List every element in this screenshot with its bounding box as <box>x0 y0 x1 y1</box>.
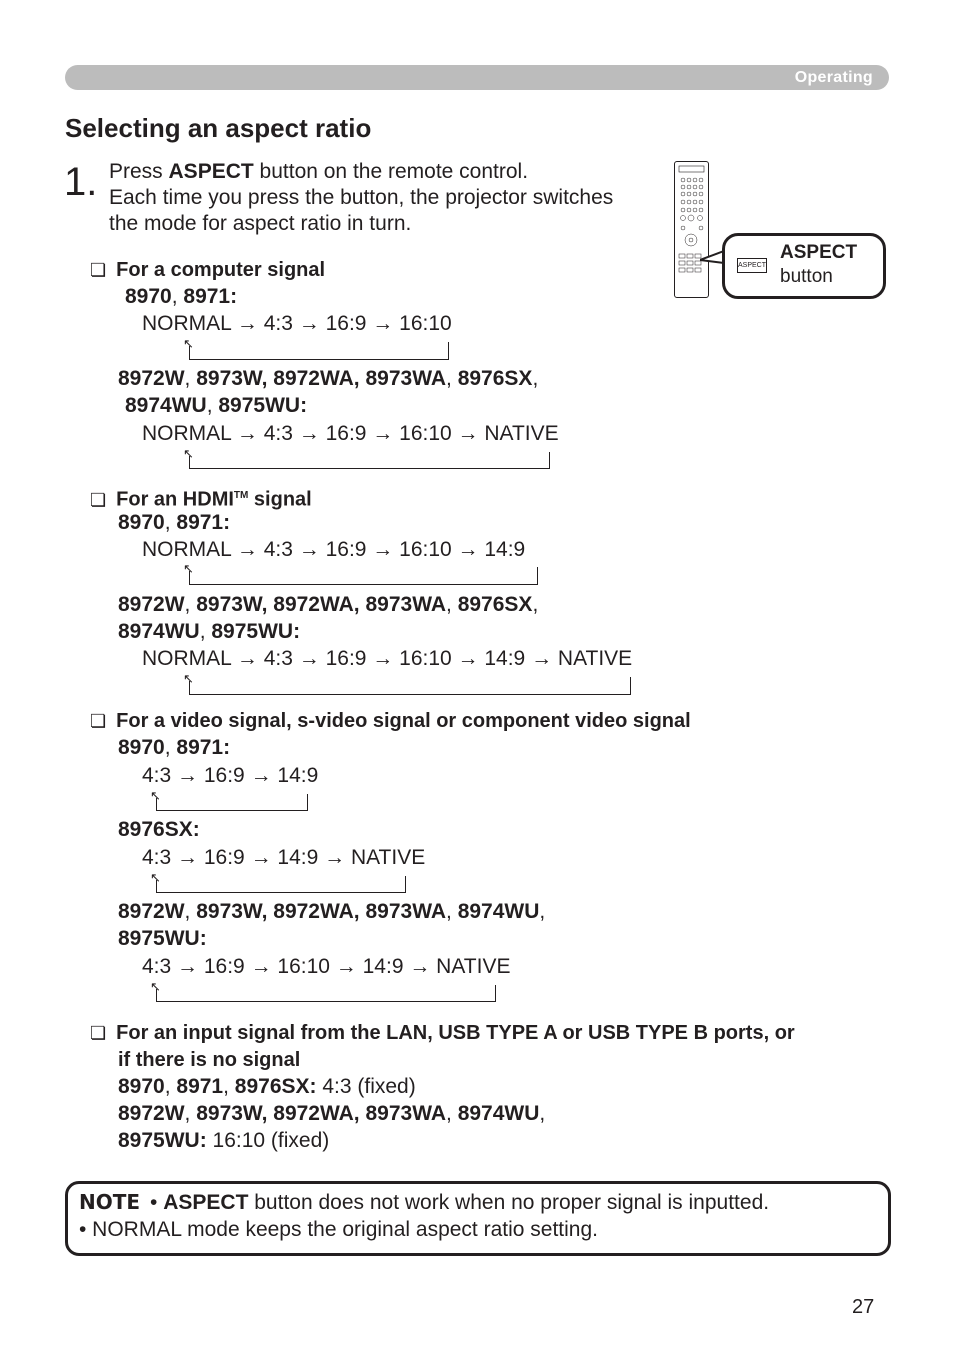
remote-buttons-icon <box>675 162 708 297</box>
lan-signal-heading-2: if there is no signal <box>118 1049 301 1071</box>
video-models-4: 8975WU: <box>118 927 207 950</box>
video-sequence-2: 4:3 → 16:9 → 14:9 → NATIVE <box>142 846 426 869</box>
cycle-arrow-icon: ↖ <box>156 794 308 811</box>
cycle-arrow-icon: ↖ <box>189 567 538 585</box>
cycle-arrow-icon: ↖ <box>156 985 496 1002</box>
aspect-button-callout <box>722 233 886 299</box>
step-line-3: the mode for aspect ratio in turn. <box>109 212 412 235</box>
video-models-2: 8976SX: <box>118 818 200 841</box>
bullet-ring-icon: ❏ <box>90 1023 107 1043</box>
page-title: Selecting an aspect ratio <box>65 113 372 143</box>
hdmi-sequence-2: NORMAL → 4:3 → 16:9 → 16:10 → 14:9 → NATIVE <box>142 647 633 670</box>
callout-label-bold: ASPECT <box>780 242 858 263</box>
bullet-ring-icon: ❏ <box>90 489 107 510</box>
computer-models-2: 8972W, 8973W, 8972WA, 8973WA, 8976SX, <box>118 367 539 390</box>
video-models-1: 8970, 8971: <box>118 736 231 759</box>
header-bar <box>65 65 889 90</box>
hdmi-models-1: 8970, 8971: <box>118 511 231 534</box>
cycle-arrow-icon: ↖ <box>156 876 406 893</box>
step-line-2: Each time you press the button, the projector switches <box>109 186 614 209</box>
note-line-2: • NORMAL mode keeps the original aspect ratio setting. <box>79 1218 598 1241</box>
lan-line-3: 8975WU: 16:10 (fixed) <box>118 1129 330 1152</box>
bullet-ring-icon: ❏ <box>90 711 107 731</box>
page-number: 27 <box>852 1296 875 1318</box>
hdmi-models-3: 8974WU, 8975WU: <box>118 620 301 643</box>
remote-control-illustration <box>674 161 709 298</box>
video-signal-heading: ❏ For a video signal, s-video signal or component video signal <box>90 710 691 732</box>
video-sequence-1: 4:3 → 16:9 → 14:9 <box>142 764 319 787</box>
computer-sequence-1: NORMAL → 4:3 → 16:9 → 16:10 <box>142 312 452 335</box>
computer-signal-heading: ❏ For a computer signal <box>90 259 326 281</box>
bullet-ring-icon: ❏ <box>90 260 107 280</box>
computer-sequence-2: NORMAL → 4:3 → 16:9 → 16:10 → NATIVE <box>142 422 559 445</box>
step-line-1: Press ASPECT button on the remote control. <box>109 160 529 183</box>
lan-line-1: 8970, 8971, 8976SX: 4:3 (fixed) <box>118 1075 416 1098</box>
step-number: 1. <box>64 160 98 204</box>
lan-signal-heading: ❏ For an input signal from the LAN, USB TYPE A or USB TYPE B ports, or <box>90 1022 795 1044</box>
video-sequence-3: 4:3 → 16:9 → 16:10 → 14:9 → NATIVE <box>142 955 511 978</box>
computer-models-3: 8974WU, 8975WU: <box>125 394 308 417</box>
note-box <box>65 1181 891 1256</box>
note-line-1: NOTE • ASPECT button does not work when no proper signal is inputted. <box>79 1190 770 1214</box>
computer-models-1: 8970, 8971: <box>125 285 238 308</box>
hdmi-models-2: 8972W, 8973W, 8972WA, 8973WA, 8976SX, <box>118 593 539 616</box>
callout-label: button <box>780 266 833 287</box>
section-label: Operating <box>794 69 873 86</box>
cycle-arrow-icon: ↖ <box>189 452 550 469</box>
hdmi-signal-heading: ❏ For an HDMI™ signal <box>90 488 312 511</box>
video-models-3: 8972W, 8973W, 8972WA, 8973WA, 8974WU, <box>118 900 546 923</box>
hdmi-sequence-1: NORMAL → 4:3 → 16:9 → 16:10 → 14:9 <box>142 538 526 561</box>
lan-line-2: 8972W, 8973W, 8972WA, 8973WA, 8974WU, <box>118 1102 546 1125</box>
cycle-arrow-icon: ↖ <box>189 342 449 360</box>
cycle-arrow-icon: ↖ <box>189 677 631 695</box>
aspect-key-icon: ASPECT <box>737 258 767 273</box>
note-tag: NOTE <box>79 1190 141 1214</box>
